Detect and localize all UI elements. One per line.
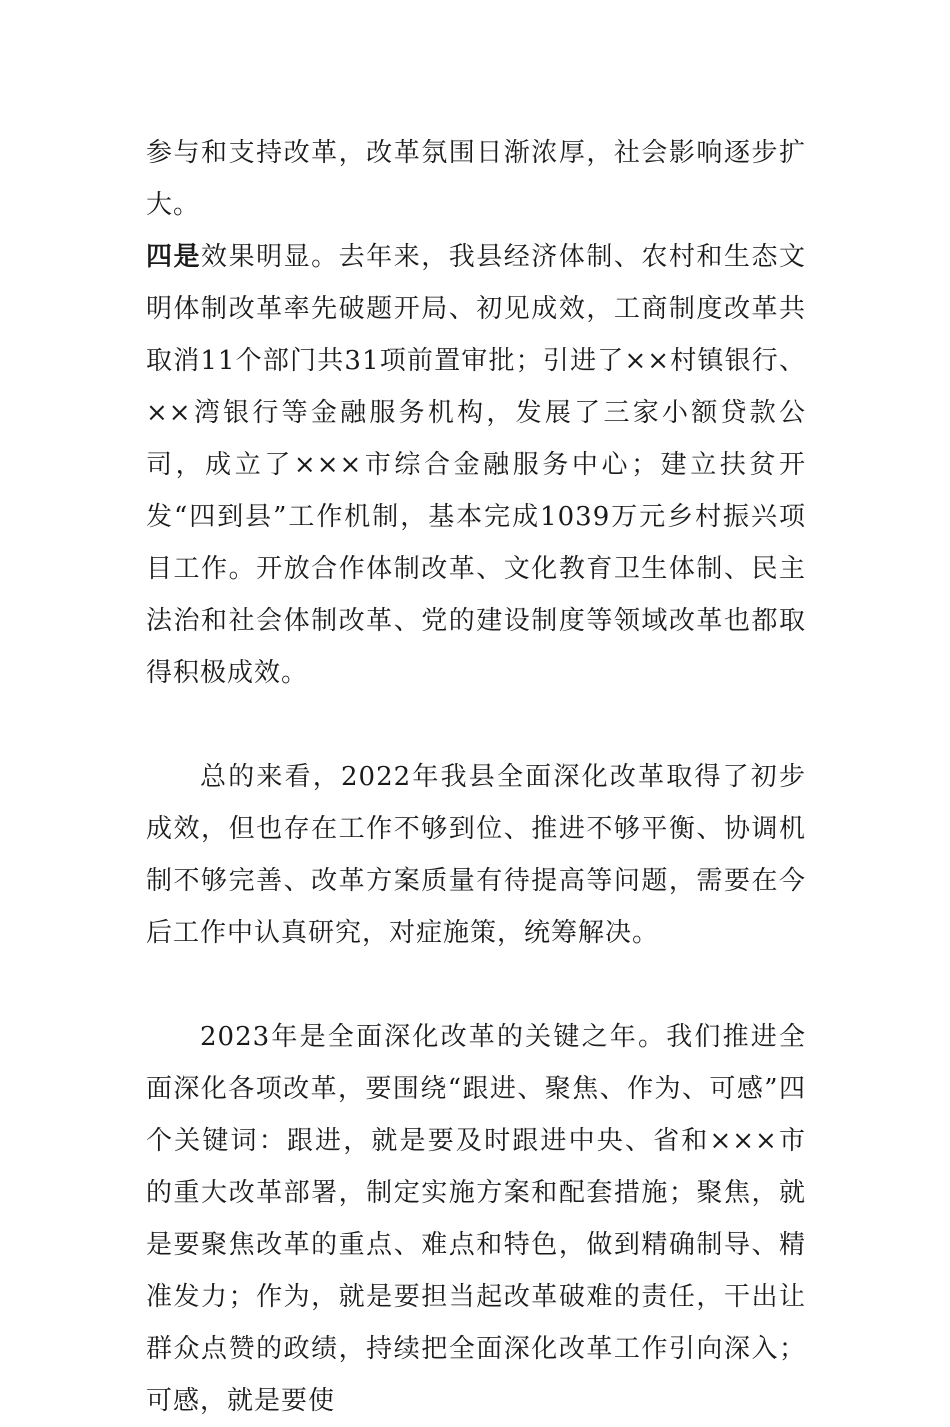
paragraph-1-text-b: 效果明显。去年来，我县经济体制、农村和生态文明体制改革率先破题开局、初见成效，工商制度改革共取消11个部门共31项前置审批；引进了××村镇银行、××湾银行等金融服务机构，发展了三家小额贷款公司，成立了×××市综合金融服务中心；建立扶贫开发“四到县”工作机制，基本完成1039万元乡村振兴项目工作。开放合作体制改革、文化教育卫生体制、民主法治和社会体制改革、党的建设制度等领域改革也都取得积极成效。	[146, 242, 806, 688]
paragraph-2: 总的来看，2022年我县全面深化改革取得了初步成效，但也存在工作不够到位、推进不够平衡、协调机制不够完善、改革方案质量有待提高等问题，需要在今后工作中认真研究，对症施策，统筹解决。	[146, 762, 806, 948]
paragraph-1	[146, 127, 806, 699]
paragraph-1-bold-lead: 四是	[146, 242, 202, 272]
document-body	[146, 127, 806, 1427]
paragraph-3: 2023年是全面深化改革的关键之年。我们推进全面深化各项改革，要围绕“跟进、聚焦、作为、可感”四个关键词：跟进，就是要及时跟进中央、省和×××市的重大改革部署，制定实施方案和配套措施；聚焦，就是要聚焦改革的重点、难点和特色，做到精确制导、精准发力；作为，就是要担当起改革破难的责任，干出让群众点赞的政绩，持续把全面深化改革工作引向深入；可感，就是要使	[146, 1022, 806, 1416]
paragraph-1-text-a: 参与和支持改革，改革氛围日渐浓厚，社会影响逐步扩大。	[146, 138, 806, 220]
